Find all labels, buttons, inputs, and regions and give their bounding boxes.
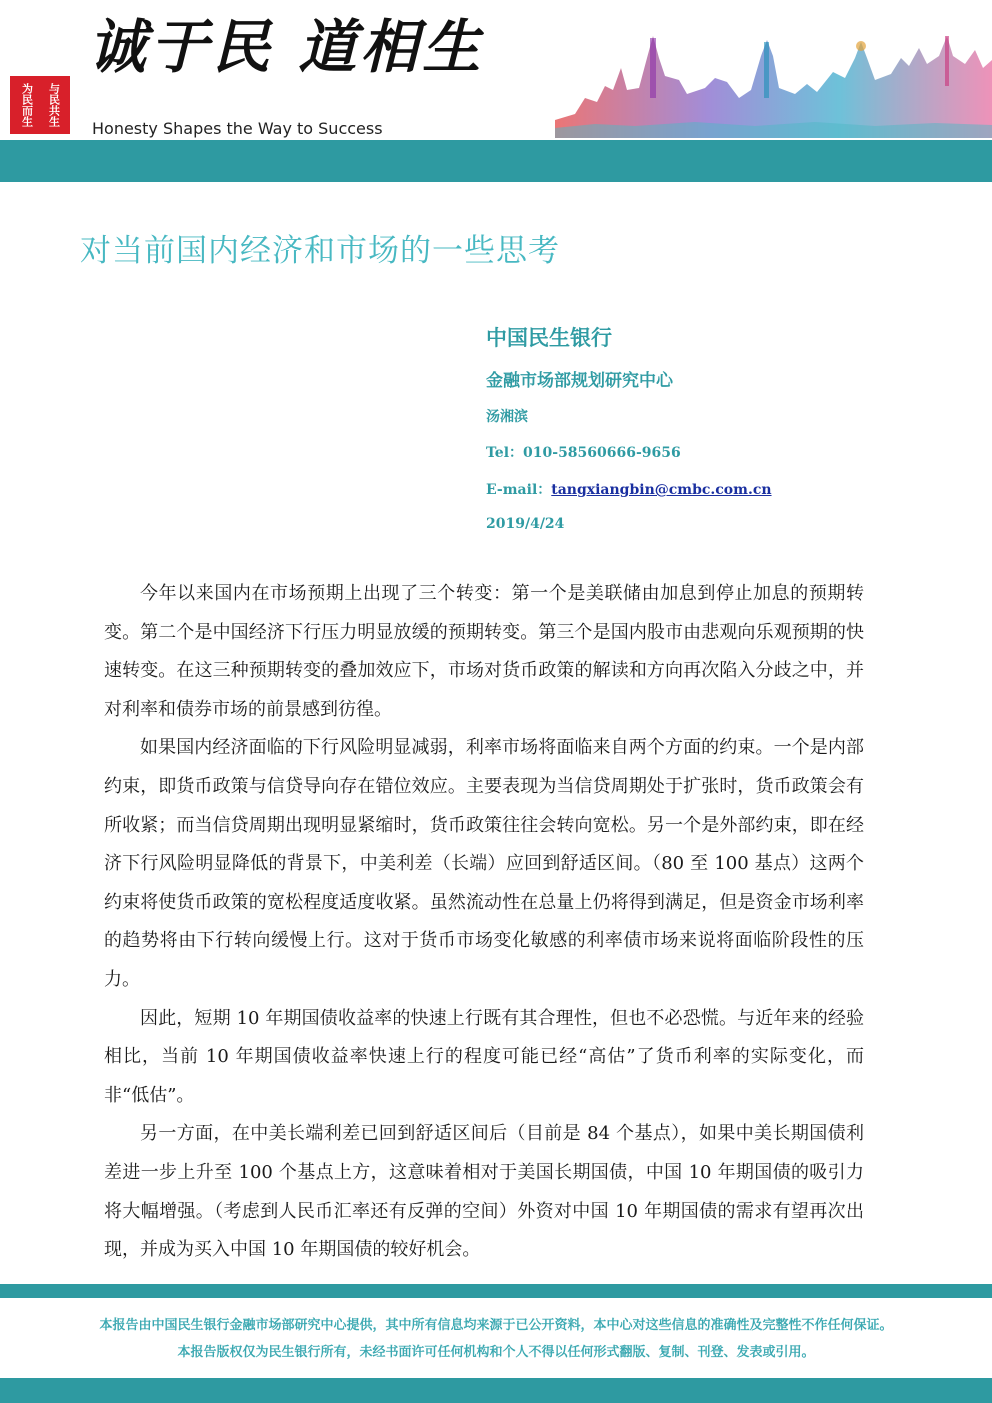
author-email-link[interactable]: tangxiangbin@cmbc.com.cn [551, 482, 772, 498]
seal-text-left: 与民共生 [47, 83, 61, 127]
body-paragraph: 如果国内经济面临的下行风险明显减弱，利率市场将面临来自两个方面的约束。一个是内部约束，即货币政策与信贷导向存在错位效应。主要表现为当信贷周期处于扩张时，货币政策会有所收紧；而当信贷周期出现明显紧缩时，货币政策往往会转向宽松。另一个是外部约束，即在经济下行风险明显降低的背景下，中美利差（长端）应回到舒适区间。（80 至 100 基点）这两个约束将使货币政策的宽松程度适度收紧。虽然流动性在总量上仍将得到满足，但是资金市场利率的趋势将由下行转向缓慢上行。这对于货币市场变化敏感的利率债市场来说将面临阶段性的压力。 [104, 737, 864, 990]
seal-text-right: 为民而生 [20, 83, 34, 127]
body-paragraph: 今年以来国内在市场预期上出现了三个转变：第一个是美联储由加息到停止加息的预期转变。第二个是中国经济下行压力明显放缓的预期转变。第三个是国内股市由悲观向乐观预期的快速转变。在这三种预期转变的叠加效应下，市场对货币政策的解读和方向再次陷入分歧之中，并对利率和债券市场的前景感到彷徨。 [104, 583, 864, 720]
body-paragraph: 另一方面，在中美长端利差已回到舒适区间后（目前是 84 个基点），如果中美长期国债利差进一步上升至 100 个基点上方，这意味着相对于美国长期国债，中国 10 年期国债的吸引力将大幅增强。（考虑到人民币汇率还有反弹的空间）外资对中国 10 年期国债的需求有望再次出现，并成为买入中国 10 年期国债的较好机会。 [104, 1123, 864, 1261]
author-department: 金融市场部规划研究中心 [486, 371, 673, 391]
author-name: 汤湘滨 [486, 409, 528, 425]
document-title: 对当前国内经济和市场的一些思考 [80, 233, 560, 269]
brand-seal-logo [10, 76, 70, 134]
body-paragraph: 因此，短期 10 年期国债收益率的快速上行既有其合理性，但也不必恐慌。与近年来的经验相比，当前 10 年期国债收益率快速上行的程度可能已经“高估”了货币利率的实际变化，而非“低估”。 [104, 1007, 864, 1106]
footer-disclaimer-line-2: 本报告版权仅为民生银行所有，未经书面许可任何机构和个人不得以任何形式翻版、复制、刊登、发表或引用。 [177, 1345, 815, 1360]
header-motto: 诚于民 道相生 [88, 13, 485, 81]
page-header [0, 0, 992, 182]
footer-disclaimer-line-1: 本报告由中国民生银行金融市场部研究中心提供，其中所有信息均来源于已公开资料，本中心对这些信息的准确性及完整性不作任何保证。 [99, 1318, 893, 1333]
author-block [486, 322, 772, 549]
author-organization: 中国民生银行 [486, 326, 612, 350]
author-tel: Tel：010-58560666-9656 [486, 445, 681, 461]
footer-accent-band [0, 1284, 992, 1298]
footer-bottom-band [0, 1378, 992, 1403]
document-body [104, 575, 864, 1270]
author-email-label: E-mail： [486, 482, 552, 498]
author-email-line [486, 479, 772, 499]
footer-disclaimer [0, 1312, 992, 1366]
header-motto-english: Honesty Shapes the Way to Success [92, 119, 383, 138]
city-skyline-illustration [555, 28, 992, 138]
author-date: 2019/4/24 [486, 516, 565, 532]
header-accent-band [0, 140, 992, 182]
